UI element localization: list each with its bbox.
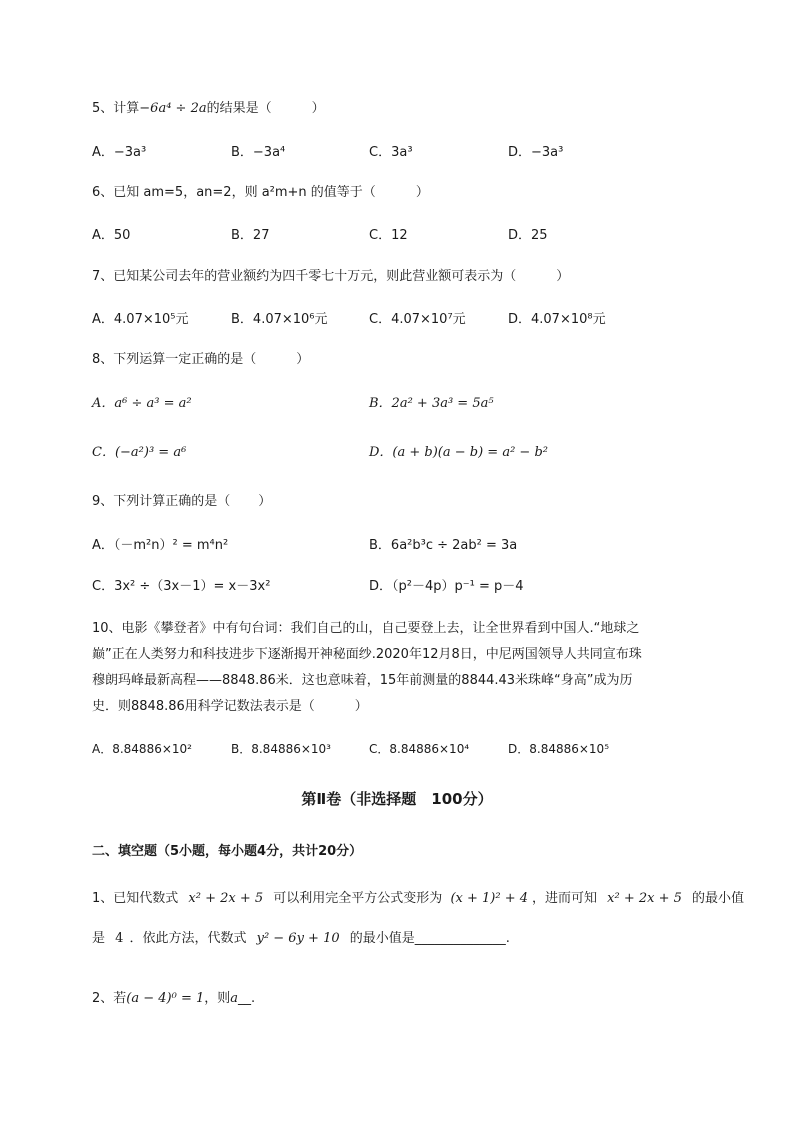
q5-prefix: 5、计算 xyxy=(92,101,140,116)
f2-answer-blank[interactable]: __ xyxy=(238,991,252,1006)
q5-option-a: A．−3a³ xyxy=(92,145,147,160)
question-8-stem xyxy=(92,351,309,369)
q6-text: 6、已知 am=5，an=2，则 a²m+n 的值等于（ xyxy=(92,185,376,200)
fill-2-line xyxy=(92,990,255,1008)
q10-option-c: C．8.84886×10⁴ xyxy=(369,742,470,756)
q5-option-d: D．−3a³ xyxy=(508,145,564,160)
f1-expr-2: (x + 1)² + 4 xyxy=(450,891,528,906)
q9-option-a: A．（－m²n）² = m⁴n² xyxy=(92,538,229,553)
q6-option-c: C．12 xyxy=(369,228,408,243)
q10-line-4-text: 史．则8848.86用科学记数法表示是（ xyxy=(92,699,315,714)
q9-option-d: D．（p²－4p）p⁻¹ = p－4 xyxy=(369,579,524,594)
q10-line-3: 穆朗玛峰最新高程——8848.86米．这也意味着，15年前测量的8844.43米珠峰“身高”成为历 xyxy=(92,673,633,688)
q10-close: ） xyxy=(354,699,368,714)
q8-option-c: C．(−a²)³ = a⁶ xyxy=(92,445,187,460)
f1-expr-1: x² + 2x + 5 xyxy=(188,891,264,906)
q8-option-a: A．a⁶ ÷ a³ = a² xyxy=(92,396,192,411)
q5-option-c: C．3a³ xyxy=(369,145,413,160)
question-6-stem xyxy=(92,184,429,202)
q9-option-c: C．3x² ÷（3x－1）= x－3x² xyxy=(92,579,271,594)
q8-close: ） xyxy=(296,352,310,367)
q10-option-a: A．8.84886×10² xyxy=(92,742,192,756)
part-2-title: 第Ⅱ卷（非选择题 100分） xyxy=(301,790,493,808)
q7-option-c: C．4.07×10⁷元 xyxy=(369,312,466,327)
q6-close: ） xyxy=(415,185,429,200)
fill-blank-section-title: 二、填空题（5小题，每小题4分，共计20分） xyxy=(92,844,363,859)
f1-answer-blank[interactable]: ______________ xyxy=(414,931,506,946)
q7-close: ） xyxy=(556,269,570,284)
q5-option-b: B．−3a⁴ xyxy=(231,145,286,160)
q5-close: ） xyxy=(311,101,325,116)
f1-expr-4: 4 xyxy=(115,931,124,946)
fill-1-line-2 xyxy=(92,930,510,948)
f1-end: . xyxy=(505,931,510,946)
question-5-stem xyxy=(92,100,325,118)
question-7-stem xyxy=(92,268,569,286)
question-9-stem xyxy=(92,493,271,511)
q5-expression: −6a⁴ ÷ 2a xyxy=(139,101,207,116)
q5-suffix: 的结果是（ xyxy=(206,101,272,116)
q8-option-d: D．(a + b)(a − b) = a² − b² xyxy=(369,445,548,460)
q7-text: 7、已知某公司去年的营业额约为四千零七十万元，则此营业额可表示为（ xyxy=(92,269,517,284)
f1-text-d: 的最小值 xyxy=(692,891,745,906)
f1-line2-a: 是 xyxy=(92,931,106,946)
f1-text-a: 1、已知代数式 xyxy=(92,891,179,906)
f2-expr: (a − 4)⁰ = 1 xyxy=(126,991,205,1006)
f1-line2-c: 的最小值是 xyxy=(349,931,415,946)
f1-text-b: 可以利用完全平方公式变形为 xyxy=(273,891,443,906)
f1-expr-3: x² + 2x + 5 xyxy=(607,891,682,906)
q6-option-a: A．50 xyxy=(92,228,131,243)
q9-text: 9、下列计算正确的是（ xyxy=(92,494,231,509)
q10-option-d: D．8.84886×10⁵ xyxy=(508,742,609,756)
q10-line-1: 10、电影《攀登者》中有句台词：我们自己的山，自己要登上去，让全世界看到中国人.“地球之 xyxy=(92,621,640,636)
q8-option-b: B．2a² + 3a³ = 5a⁵ xyxy=(369,396,494,411)
q10-line-2: 巅”正在人类努力和科技进步下逐渐揭开神秘面纱.2020年12月8日，中尼两国领导人共同宣布珠 xyxy=(92,647,642,662)
q10-line-4 xyxy=(92,698,368,716)
f1-line2-b: ．依此方法，代数式 xyxy=(129,931,247,946)
q10-option-b: B．8.84886×10³ xyxy=(231,742,331,756)
q9-option-b: B．6a²b³c ÷ 2ab² = 3a xyxy=(369,538,518,553)
q7-option-a: A．4.07×10⁵元 xyxy=(92,312,189,327)
f1-expr-5: y² − 6y + 10 xyxy=(256,931,340,946)
q9-close: ） xyxy=(258,494,272,509)
fill-1-line-1 xyxy=(92,890,744,908)
f2-end: . xyxy=(251,991,256,1006)
q8-text: 8、下列运算一定正确的是（ xyxy=(92,352,257,367)
q7-option-d: D．4.07×10⁸元 xyxy=(508,312,606,327)
f2-var: a xyxy=(230,991,239,1006)
f2-text-b: ，则 xyxy=(204,991,231,1006)
f2-text-a: 2、若 xyxy=(92,991,127,1006)
f1-text-c: ，进而可知 xyxy=(532,891,598,906)
q6-option-d: D．25 xyxy=(508,228,548,243)
q7-option-b: B．4.07×10⁶元 xyxy=(231,312,328,327)
q6-option-b: B．27 xyxy=(231,228,270,243)
